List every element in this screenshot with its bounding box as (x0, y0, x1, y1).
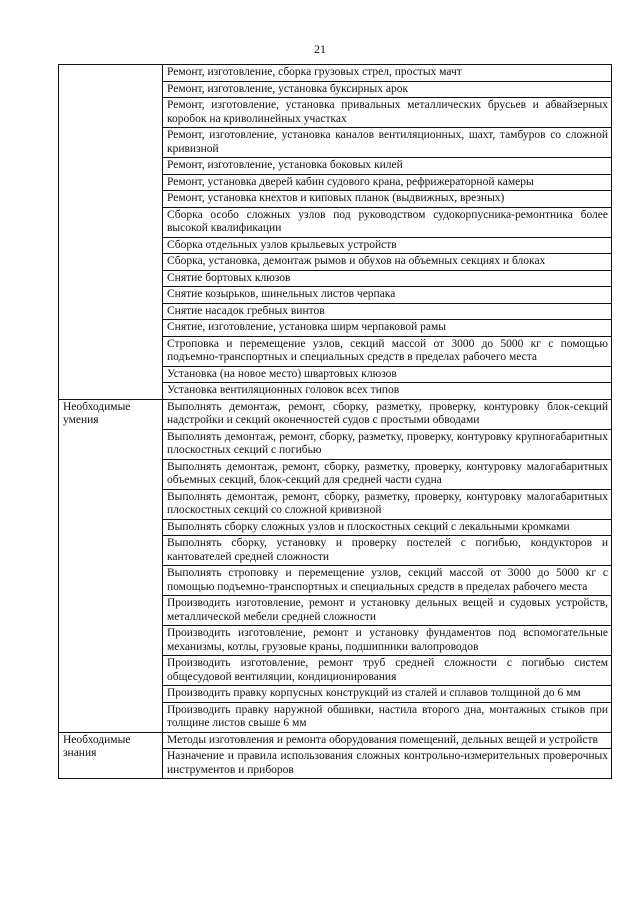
table-cell: Назначение и правила использования сложных контрольно-измерительных проверочных инструментов и приборов (163, 749, 612, 779)
table-cell: Ремонт, установка дверей кабин судового крана, рефрижераторной камеры (163, 174, 612, 191)
requirements-table-body (59, 65, 612, 779)
table-cell: Установка (на новое место) швартовых клюзов (163, 366, 612, 383)
section-label (59, 65, 163, 400)
table-cell: Снятие, изготовление, установка ширм черпаковой рамы (163, 320, 612, 337)
table-cell: Ремонт, изготовление, сборка грузовых стрел, простых мачт (163, 65, 612, 82)
table-cell: Установка вентиляционных головок всех типов (163, 383, 612, 400)
table-cell: Производить изготовление, ремонт и установку дельных вещей и судовых устройств, металлической мебели средней сложности (163, 596, 612, 626)
table-cell: Ремонт, установка кнехтов и киповых планок (выдвижных, врезных) (163, 191, 612, 208)
table-cell: Выполнять демонтаж, ремонт, сборку, разметку, проверку, контуровку малогабаритных объемных секций, блок-секций для средней части судна (163, 459, 612, 489)
table-cell: Ремонт, изготовление, установка боковых килей (163, 158, 612, 175)
table-row (59, 732, 612, 749)
table-cell: Производить изготовление, ремонт труб средней сложности с погибью систем общесудовой вентиляции, кондиционирования (163, 656, 612, 686)
table-cell: Выполнять строповку и перемещение узлов, секций массой от 3000 до 5000 кг с помощью подъемно-транспортных и специальных средств в пределах рабочего места (163, 566, 612, 596)
table-cell: Снятие насадок гребных винтов (163, 303, 612, 320)
section-label: Необходимые умения (59, 399, 163, 732)
table-cell: Выполнять демонтаж, ремонт, сборку, разметку, проверку, контуровку крупногабаритных плоскостных секций с погибью (163, 429, 612, 459)
table-cell: Выполнять сборку сложных узлов и плоскостных секций с лекальными кромками (163, 519, 612, 536)
table-cell: Выполнять демонтаж, ремонт, сборку, разметку, проверку, контуровку малогабаритных плоскостных секций со сложной кривизной (163, 489, 612, 519)
table-cell: Ремонт, изготовление, установка привальных металлических брусьев и абвайзерных коробок на криволинейных участках (163, 98, 612, 128)
table-cell: Производить правку корпусных конструкций из сталей и сплавов толщиной до 6 мм (163, 686, 612, 703)
table-row (59, 399, 612, 429)
table-cell: Сборка отдельных узлов крыльевых устройств (163, 237, 612, 254)
table-cell: Ремонт, изготовление, установка буксирных арок (163, 81, 612, 98)
table-cell: Снятие козырьков, шинельных листов черпака (163, 287, 612, 304)
table-cell: Производить изготовление, ремонт и установку фундаментов под вспомогательные механизмы, котлы, грузовые краны, подшипники валопроводов (163, 626, 612, 656)
page-number: 21 (314, 42, 326, 56)
table-cell: Строповка и перемещение узлов, секций массой от 3000 до 5000 кг с помощью подъемно-транспортных и специальных средств в пределах рабочего места (163, 336, 612, 366)
table-cell: Выполнять сборку, установку и проверку постелей с погибью, кондукторов и кантователей средней сложности (163, 536, 612, 566)
table-cell: Выполнять демонтаж, ремонт, сборку, разметку, проверку, контуровку блок-секций надстройки и секций оконечностей судов с простыми обводами (163, 399, 612, 429)
table-cell: Методы изготовления и ремонта оборудования помещений, дельных вещей и устройств (163, 732, 612, 749)
table-cell: Снятие бортовых клюзов (163, 270, 612, 287)
table-row (59, 65, 612, 82)
table-cell: Ремонт, изготовление, установка каналов вентиляционных, шахт, тамбуров со сложной кривизной (163, 128, 612, 158)
requirements-table (58, 64, 612, 779)
table-cell: Производить правку наружной обшивки, настила второго дна, монтажных стыков при толщине листов свыше 6 мм (163, 702, 612, 732)
table-cell: Сборка, установка, демонтаж рымов и обухов на объемных секциях и блоках (163, 254, 612, 271)
section-label: Необходимые знания (59, 732, 163, 779)
table-cell: Сборка особо сложных узлов под руководством судокорпусника-ремонтника более высокой квалификации (163, 207, 612, 237)
